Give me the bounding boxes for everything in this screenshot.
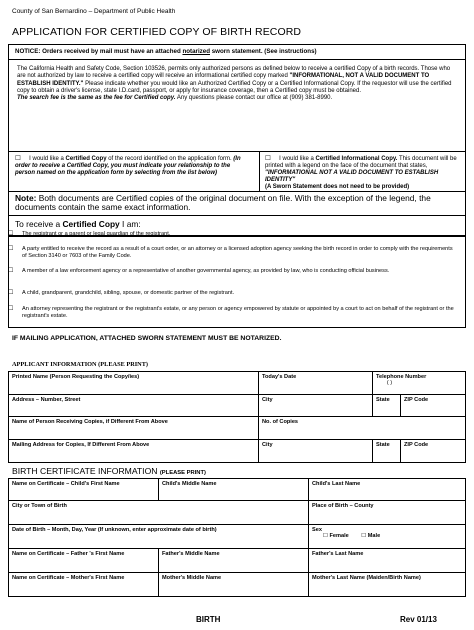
- checkbox[interactable]: ☐: [8, 306, 14, 312]
- form-revision: Rev 01/13: [400, 615, 437, 624]
- notice-body-text: The California Health and Safety Code, Section 103526, permits only authorized persons as defined below to receive a certified Copy of a birth records. Those who are not authorized by law to receive a certified copy will receive an informational certified copy marked: [17, 66, 451, 80]
- divider: [259, 151, 260, 191]
- phone-area-code: ( ): [386, 380, 393, 386]
- notice-heading-text: NOTICE: Orders received by mail must have an attached: [15, 48, 183, 55]
- eligibility-text: A party entitled to receive the record as a result of a court order, or an attorney or a licensed adoption agency seeking the birth record in order to comply with the requirements of Section 3140 or 7603 of the Family Code.: [22, 246, 453, 259]
- field-label: Father's Middle Name: [162, 551, 220, 557]
- address-field[interactable]: [9, 395, 259, 417]
- birth-section-title: [12, 466, 206, 476]
- divider: [9, 215, 465, 216]
- male-checkbox[interactable]: ☐: [361, 533, 367, 539]
- field-label: Telephone Number: [376, 374, 427, 380]
- field-label: Child's Last Name: [312, 481, 361, 487]
- field-label: Mother's Last Name (Maiden/Birth Name): [312, 575, 421, 581]
- sex-field[interactable]: [309, 525, 466, 549]
- option-text: This document will be printed with a legend on the face of the document that states,: [265, 156, 457, 169]
- date-of-birth-field[interactable]: [9, 525, 309, 549]
- notice-heading: [15, 48, 317, 55]
- option-note: (A Sworn Statement does not need to be provided): [265, 184, 410, 190]
- eligibility-text: An attorney representing the registrant or the registrant's estate, or any person or agency empowered by statute or appointed by a court to act on behalf of the registrant or the registrant's estate.: [22, 306, 454, 319]
- checkbox[interactable]: ☐: [15, 155, 21, 162]
- certified-copy-option[interactable]: [15, 155, 251, 177]
- mother-last-name-field[interactable]: [309, 573, 466, 597]
- male-label: Male: [367, 533, 381, 539]
- option-instructions: (In order to receive a Certified Copy, you must indicate your relationship to the person named on the application form by selecting from the list below): [15, 156, 241, 176]
- checkbox[interactable]: ☐: [8, 290, 14, 296]
- option-text: of the record identified on the application form.: [106, 156, 232, 162]
- num-copies-field[interactable]: [259, 417, 466, 440]
- applicant-section-title: APPLICANT INFORMATION (PLEASE PRINT): [12, 361, 149, 368]
- note-text: Both documents are Certified copies of the original document on file. With the exception of the legend, the documents contain the same exact information.: [15, 193, 431, 213]
- field-label: Child's Middle Name: [162, 481, 217, 487]
- child-last-name-field[interactable]: [309, 479, 466, 501]
- field-label: No. of Copies: [262, 419, 299, 425]
- birth-title-text: BIRTH CERTIFICATE INFORMATION: [12, 466, 158, 476]
- notice-body-tail: Please indicate whether you would like an Authorized Certified Copy or a Certified Informational Copy. If the requestor will use the certified copy to obtain a driver's license, state I.D.card, passport, or apply for insurance coverage, then a Certified copy must be obtained.: [17, 80, 452, 94]
- field-label: Sex: [312, 527, 322, 533]
- field-label: Name on Certificate – Child's First Name: [12, 481, 120, 487]
- field-label: Name on Certificate – Mother's First Name: [12, 575, 125, 581]
- city-of-birth-field[interactable]: [9, 501, 309, 525]
- eligibility-text: The registrant or a parent or legal guardian of the registrant.: [22, 231, 171, 237]
- birth-table: [8, 478, 466, 597]
- field-label: State: [376, 442, 390, 448]
- receive-text: To receive a: [15, 219, 63, 229]
- field-label: Address – Number, Street: [12, 397, 81, 403]
- divider: [9, 191, 465, 192]
- notice-heading-tail: sworn statement. (See instructions): [209, 48, 317, 55]
- agency-name: County of San Bernardino – Department of Public Health: [12, 8, 176, 15]
- notice-body-legend: "INFORMATIONAL, NOT A VALID DOCUMENT TO ESTABLISH IDENTITY.": [17, 73, 430, 87]
- father-first-name-field[interactable]: [9, 549, 159, 573]
- field-label: Mailing Address for Copies, If Different From Above: [12, 442, 150, 448]
- field-label: Date of Birth – Month, Day, Year (If unknown, enter approximate date of birth): [12, 527, 217, 533]
- field-label: Name of Person Receiving Copies, if Different From Above: [12, 419, 168, 425]
- applicant-table: [8, 371, 466, 463]
- note-label: Note:: [15, 193, 37, 203]
- mother-middle-name-field[interactable]: [159, 573, 309, 597]
- child-first-name-field[interactable]: [9, 479, 159, 501]
- form-type: BIRTH: [196, 615, 221, 624]
- divider: [9, 59, 465, 60]
- notice-fee: The search fee is the same as the fee for Certified copy.: [17, 95, 176, 102]
- form-title: APPLICATION FOR CERTIFIED COPY OF BIRTH RECORD: [12, 26, 302, 38]
- notice-contact: Any questions please contact our office at (909) 381-8990.: [175, 95, 333, 102]
- field-label: State: [376, 397, 390, 403]
- field-label: ZIP Code: [404, 442, 429, 448]
- checkbox[interactable]: ☐: [8, 246, 14, 252]
- checkbox[interactable]: ☐: [265, 155, 271, 162]
- eligibility-text: A member of a law enforcement agency or a representative of another governmental agency, as provided by law, who is conducting official business.: [22, 268, 390, 274]
- checkbox[interactable]: ☐: [8, 231, 14, 237]
- field-label: Father's Last Name: [312, 551, 364, 557]
- divider: [9, 151, 465, 152]
- field-label: Printed Name (Person Requesting the Copy/ies): [12, 374, 140, 380]
- informational-copy-option[interactable]: [265, 155, 461, 191]
- field-label: ZIP Code: [404, 397, 429, 403]
- note: [15, 194, 465, 213]
- notice-body: [17, 66, 457, 102]
- printed-name-field[interactable]: [9, 372, 259, 395]
- state-field[interactable]: [373, 440, 401, 463]
- notice-heading-notarized: notarized: [182, 48, 210, 55]
- todays-date-field[interactable]: [259, 372, 373, 395]
- option-text: I would like a: [29, 156, 66, 162]
- county-of-birth-field[interactable]: [309, 501, 466, 525]
- female-label: Female: [329, 533, 349, 539]
- eligibility-text: A child, grandparent, grandchild, sibling, spouse, or domestic partner of the registrant.: [22, 290, 235, 296]
- receive-heading: [15, 219, 141, 229]
- field-label: City: [262, 397, 273, 403]
- checkbox[interactable]: ☐: [8, 268, 14, 274]
- state-field[interactable]: [373, 395, 401, 417]
- field-label: Mother's Middle Name: [162, 575, 222, 581]
- field-label: Today's Date: [262, 374, 297, 380]
- field-label: Name on Certificate – Father 's First Name: [12, 551, 125, 557]
- receive-text: I am:: [119, 219, 141, 229]
- zip-field[interactable]: [401, 440, 466, 463]
- birth-title-note: (PLEASE PRINT): [159, 470, 206, 476]
- city-field[interactable]: [259, 440, 373, 463]
- zip-field[interactable]: [401, 395, 466, 417]
- mailing-address-field[interactable]: [9, 440, 259, 463]
- father-middle-name-field[interactable]: [159, 549, 309, 573]
- receive-bold: Certified Copy: [62, 219, 120, 229]
- mother-first-name-field[interactable]: [9, 573, 159, 597]
- field-label: City: [262, 442, 273, 448]
- option-legend: "INFORMATIONAL NOT A VALID DOCUMENT TO ESTABLISH IDENTITY": [265, 170, 439, 183]
- child-middle-name-field[interactable]: [159, 479, 309, 501]
- option-bold: Certified Copy: [65, 156, 107, 162]
- city-field[interactable]: [259, 395, 373, 417]
- option-bold: Certified Informational Copy.: [315, 156, 398, 162]
- telephone-field[interactable]: [373, 372, 466, 395]
- option-text: I would like a: [279, 156, 316, 162]
- notice-box: [8, 44, 466, 236]
- mail-warning: IF MAILING APPLICATION, ATTACHED SWORN STATEMENT MUST BE NOTARIZED.: [12, 335, 282, 342]
- field-label: Place of Birth – County: [312, 503, 374, 509]
- field-label: City or Town of Birth: [12, 503, 67, 509]
- female-checkbox[interactable]: ☐: [322, 533, 328, 539]
- recipient-name-field[interactable]: [9, 417, 259, 440]
- father-last-name-field[interactable]: [309, 549, 466, 573]
